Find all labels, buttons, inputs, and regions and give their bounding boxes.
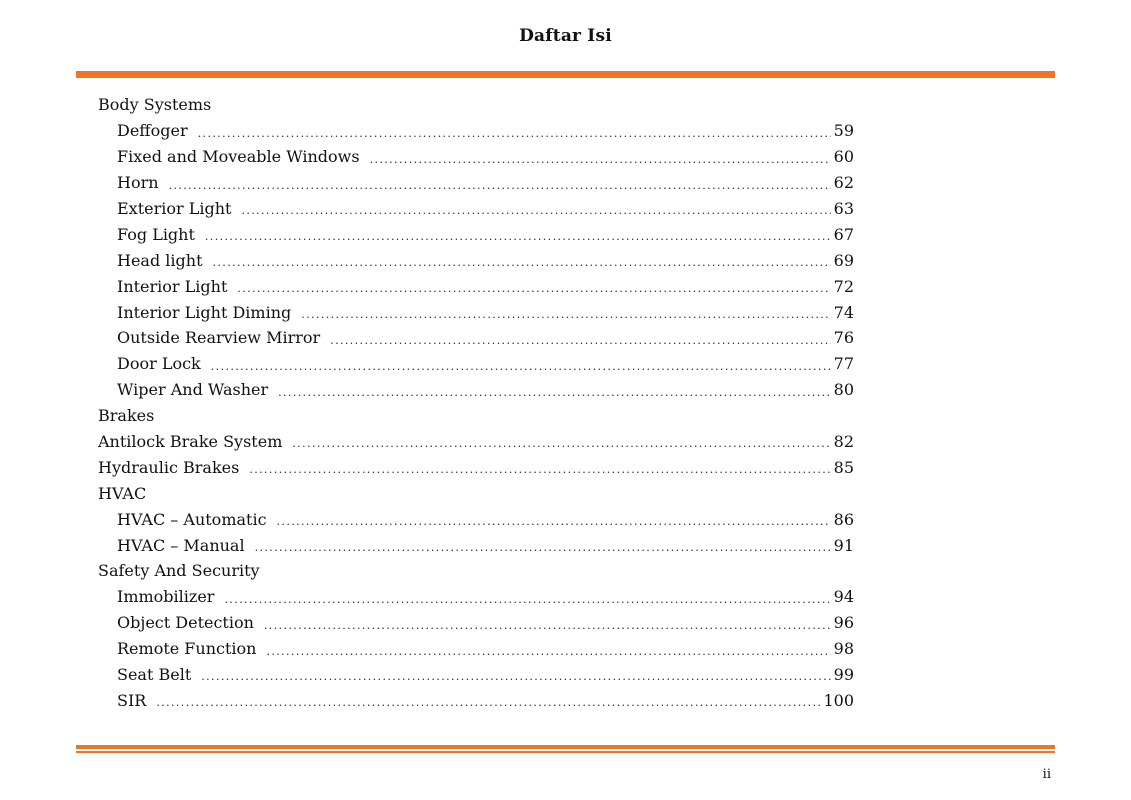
dot-leader [301,309,830,325]
dot-leader [198,128,831,144]
toc-entry-label: Remote Function [117,639,257,659]
toc-entry[interactable] [98,506,854,532]
toc-entry-page: 91 [833,535,854,555]
toc-entry-label: Deffoger [117,121,188,141]
toc-entry[interactable] [98,351,854,377]
toc-entry-page: 100 [823,690,854,710]
toc-entry[interactable] [98,662,854,688]
toc-entry[interactable] [98,118,854,144]
toc-entry-label: Wiper And Washer [117,380,269,400]
dot-leader [213,257,831,273]
toc-section-heading [98,558,854,584]
toc-entry-label: Immobilizer [117,587,215,607]
toc-entry-page: 99 [833,665,854,685]
toc-entry-page: 63 [833,199,854,218]
toc-entry-page: 76 [833,328,854,348]
toc-entry-label: Body Systems [98,95,212,115]
footer-rule-thin [76,751,1055,753]
toc-entry-label: Object Detection [117,613,254,633]
toc-entry-label: Interior Light Diming [117,302,292,322]
toc-entry[interactable] [98,636,854,662]
dot-leader [278,387,831,403]
toc-entry[interactable] [98,584,854,610]
toc-entry-page: 67 [833,224,854,244]
toc-section-heading [98,92,854,118]
page-title: Daftar Isi [519,26,612,46]
toc-section-heading [98,480,854,506]
dot-leader [277,516,831,532]
toc-entry-page: 74 [833,302,854,322]
toc-entry[interactable] [98,687,854,713]
toc-entry-label: HVAC – Automatic [117,509,267,529]
toc-entry-page: 98 [833,639,854,659]
toc-entry[interactable] [98,170,854,196]
toc-entry-page: 80 [833,380,854,400]
dot-leader [255,542,831,558]
toc-entry-page: 96 [833,613,854,633]
toc-entry-label: HVAC [98,483,147,503]
toc-entry-page: 62 [833,173,854,193]
dot-leader [205,231,831,247]
toc-entry-page: 94 [833,587,854,607]
toc-entry[interactable] [98,221,854,247]
toc-entry-label: Fixed and Moveable Windows [117,147,360,167]
dot-leader [370,154,831,170]
dot-leader [169,180,831,196]
toc-entry-label: Fog Light [117,224,195,244]
toc-entry[interactable] [98,454,854,480]
toc-entry[interactable] [98,377,854,403]
toc-entry-label: Exterior Light [117,199,232,218]
toc-entry[interactable] [98,144,854,170]
toc-entry[interactable] [98,299,854,325]
table-of-contents [98,92,854,713]
dot-leader [156,697,820,713]
toc-entry[interactable] [98,429,854,455]
toc-entry-label: Horn [117,173,159,193]
toc-entry-page: 72 [833,276,854,296]
dot-leader [266,646,830,662]
toc-entry-page: 85 [833,457,854,477]
toc-entry[interactable] [98,325,854,351]
toc-entry-label: Interior Light [117,276,228,296]
toc-entry-label: Antilock Brake System [98,432,283,452]
toc-entry[interactable] [98,532,854,558]
footer-rule [76,745,1055,749]
dot-leader [201,671,830,687]
toc-entry[interactable] [98,196,854,222]
toc-entry-label: Outside Rearview Mirror [117,328,321,348]
toc-entry-page: 69 [833,250,854,270]
toc-entry-page: 60 [833,147,854,167]
dot-leader [330,335,830,351]
dot-leader [249,464,830,480]
toc-entry-label: Seat Belt [117,665,192,685]
toc-entry-page: 86 [833,509,854,529]
toc-entry-label: Head light [117,250,203,270]
dot-leader [264,620,831,636]
toc-entry-label: Hydraulic Brakes [98,457,240,477]
page-number: ii [1042,767,1051,782]
toc-entry-label: HVAC – Manual [117,535,245,555]
dot-leader [292,438,830,454]
toc-section-heading [98,403,854,429]
dot-leader [211,361,831,377]
toc-entry-label: SIR [117,690,147,710]
header-rule [76,71,1055,78]
toc-entry-label: Door Lock [117,354,201,374]
toc-entry[interactable] [98,610,854,636]
toc-entry-page: 59 [833,121,854,141]
toc-entry-page: 82 [833,432,854,452]
dot-leader [224,594,830,610]
toc-entry[interactable] [98,247,854,273]
toc-entry-page: 77 [833,354,854,374]
toc-entry-label: Brakes [98,406,155,426]
toc-entry[interactable] [98,273,854,299]
dot-leader [237,283,830,299]
toc-entry-label: Safety And Security [98,561,260,581]
dot-leader [241,205,830,221]
